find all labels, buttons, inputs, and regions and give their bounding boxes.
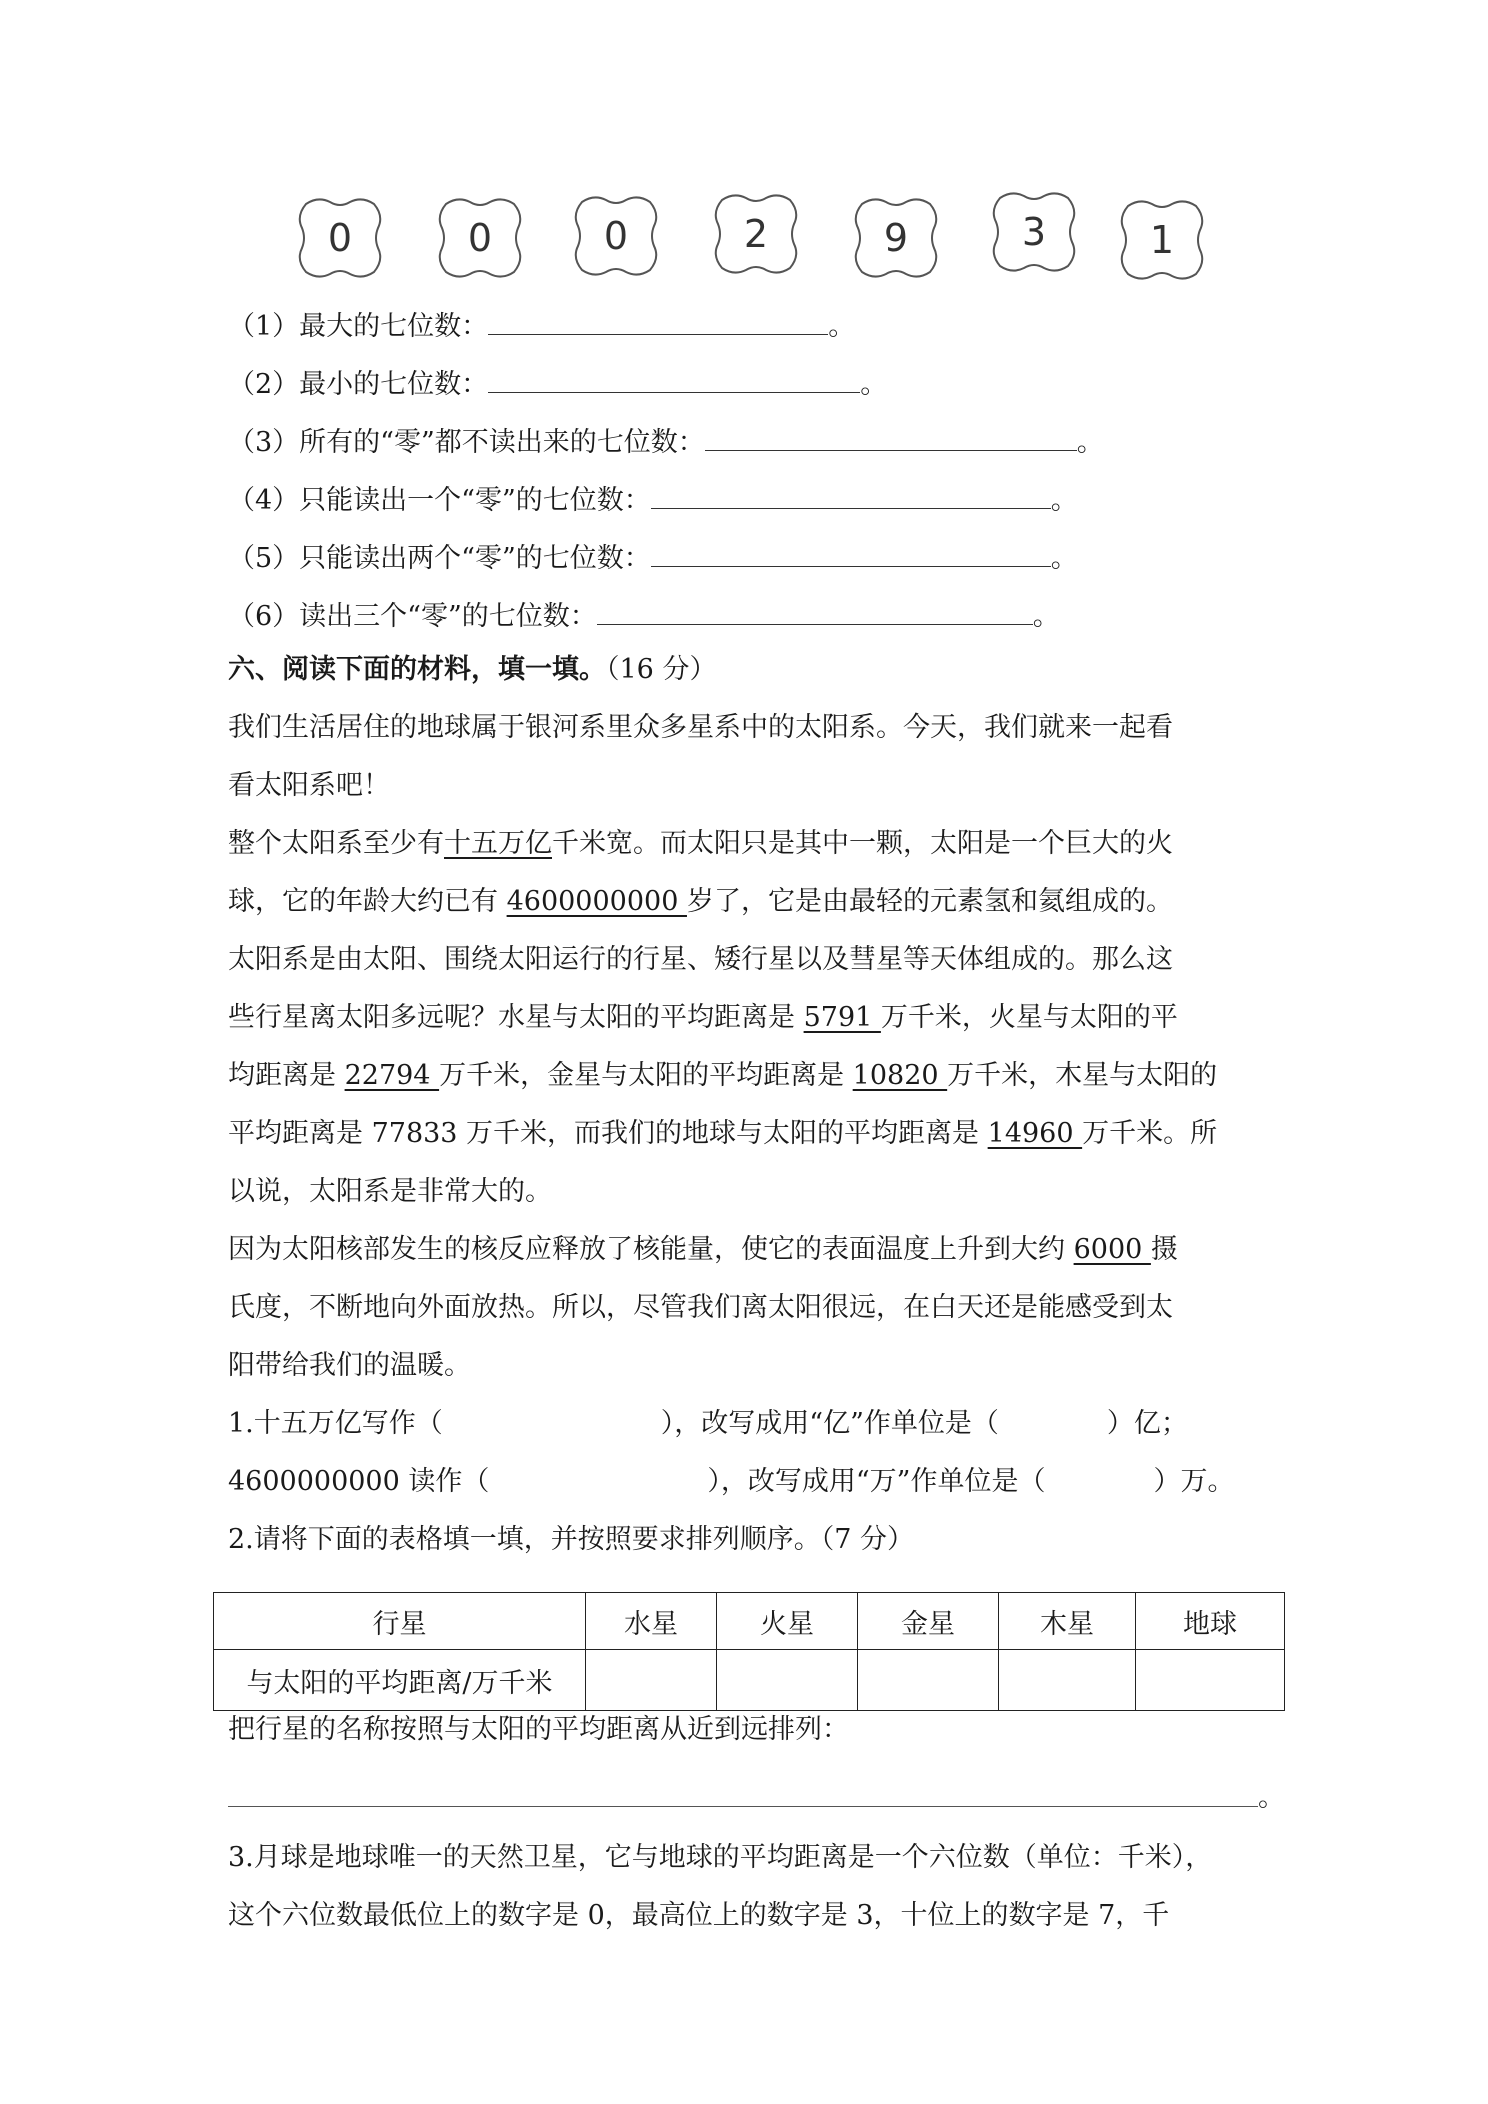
question-3: （3）所有的“零”都不读出来的七位数： 。	[228, 424, 1104, 461]
answer-blank[interactable]	[488, 308, 828, 335]
digit-card: 0	[296, 196, 384, 280]
passage-line: 看太阳系吧！	[228, 770, 390, 801]
answer-cell[interactable]	[586, 1650, 717, 1711]
answer-blank[interactable]	[651, 540, 1051, 567]
table-row	[214, 1593, 1285, 1650]
passage-line: 以说，太阳系是非常大的。	[228, 1176, 552, 1207]
answer-cell[interactable]	[717, 1650, 858, 1711]
digit-card: 0	[572, 194, 660, 278]
passage-line: 我们生活居住的地球属于银河系里众多星系中的太阳系。今天，我们就来一起看	[228, 712, 1173, 743]
order-answer-blank[interactable]	[228, 1806, 1258, 1807]
answer-blank[interactable]	[651, 482, 1051, 509]
passage-line: 平均距离是 77833 万千米，而我们的地球与太阳的平均距离是 14960 万千米。所	[228, 1118, 1218, 1149]
answer-cell[interactable]	[858, 1650, 999, 1711]
table-row	[214, 1650, 1285, 1711]
question-6: （6）读出三个“零”的七位数： 。	[228, 598, 1060, 635]
passage-line: 因为太阳核部发生的核反应释放了核能量，使它的表面温度上升到大约 6000 摄	[228, 1234, 1178, 1265]
passage-line: 氏度，不断地向外面放热。所以，尽管我们离太阳很远，在白天还是能感受到太	[228, 1292, 1173, 1323]
answer-blank[interactable]	[705, 424, 1077, 451]
passage-line: 均距离是 22794 万千米，金星与太阳的平均距离是 10820 万千米，木星与太阳的	[228, 1060, 1218, 1091]
digit-card: 2	[712, 192, 800, 276]
q2-order-prompt: 把行星的名称按照与太阳的平均距离从近到远排列：	[228, 1714, 849, 1745]
table-header-cell: 木星	[999, 1593, 1136, 1650]
answer-blank[interactable]	[488, 366, 860, 393]
table-header-cell: 行星	[214, 1593, 586, 1650]
q2-order-end: 。	[1258, 1782, 1285, 1813]
digit-card: 0	[436, 196, 524, 280]
question-4: （4）只能读出一个“零”的七位数： 。	[228, 482, 1078, 519]
answer-blank[interactable]	[597, 598, 1033, 625]
table-header-cell: 地球	[1136, 1593, 1285, 1650]
q1-line-a: 1.十五万亿写作（ ），改写成用“亿”作单位是（ ）亿；	[228, 1408, 1188, 1439]
answer-cell[interactable]	[1136, 1650, 1285, 1711]
passage-line: 太阳系是由太阳、围绕太阳运行的行星、矮行星以及彗星等天体组成的。那么这	[228, 944, 1173, 975]
passage-line: 阳带给我们的温暖。	[228, 1350, 471, 1381]
table-header-cell: 水星	[586, 1593, 717, 1650]
q2-title: 2.请将下面的表格填一填，并按照要求排列顺序。（7 分）	[228, 1524, 915, 1555]
digit-card: 1	[1118, 198, 1206, 282]
digit-card: 9	[852, 196, 940, 280]
q3-line-2: 这个六位数最低位上的数字是 0，最高位上的数字是 3，十位上的数字是 7，千	[228, 1900, 1170, 1931]
q1-line-b: 4600000000 读作（ ），改写成用“万”作单位是（ ）万。	[228, 1466, 1235, 1497]
digit-card: 3	[990, 190, 1078, 274]
q3-line-1: 3.月球是地球唯一的天然卫星，它与地球的平均距离是一个六位数（单位：千米），	[228, 1842, 1213, 1873]
question-1: （1）最大的七位数： 。	[228, 308, 855, 345]
table-header-cell: 火星	[717, 1593, 858, 1650]
table-header-cell: 金星	[858, 1593, 999, 1650]
row-label-cell: 与太阳的平均距离/万千米	[214, 1650, 586, 1711]
planet-distance-table	[213, 1592, 1285, 1711]
question-5: （5）只能读出两个“零”的七位数： 。	[228, 540, 1078, 577]
answer-cell[interactable]	[999, 1650, 1136, 1711]
passage-line: 些行星离太阳多远呢？水星与太阳的平均距离是 5791 万千米，火星与太阳的平	[228, 1002, 1178, 1033]
passage-line: 整个太阳系至少有十五万亿千米宽。而太阳只是其中一颗，太阳是一个巨大的火	[228, 828, 1173, 859]
question-2: （2）最小的七位数： 。	[228, 366, 887, 403]
digit-cards	[0, 190, 1488, 290]
section-heading: 六、阅读下面的材料，填一填。（16 分）	[228, 654, 717, 685]
passage-line: 球，它的年龄大约已有 4600000000 岁了，它是由最轻的元素氢和氦组成的。	[228, 886, 1173, 917]
